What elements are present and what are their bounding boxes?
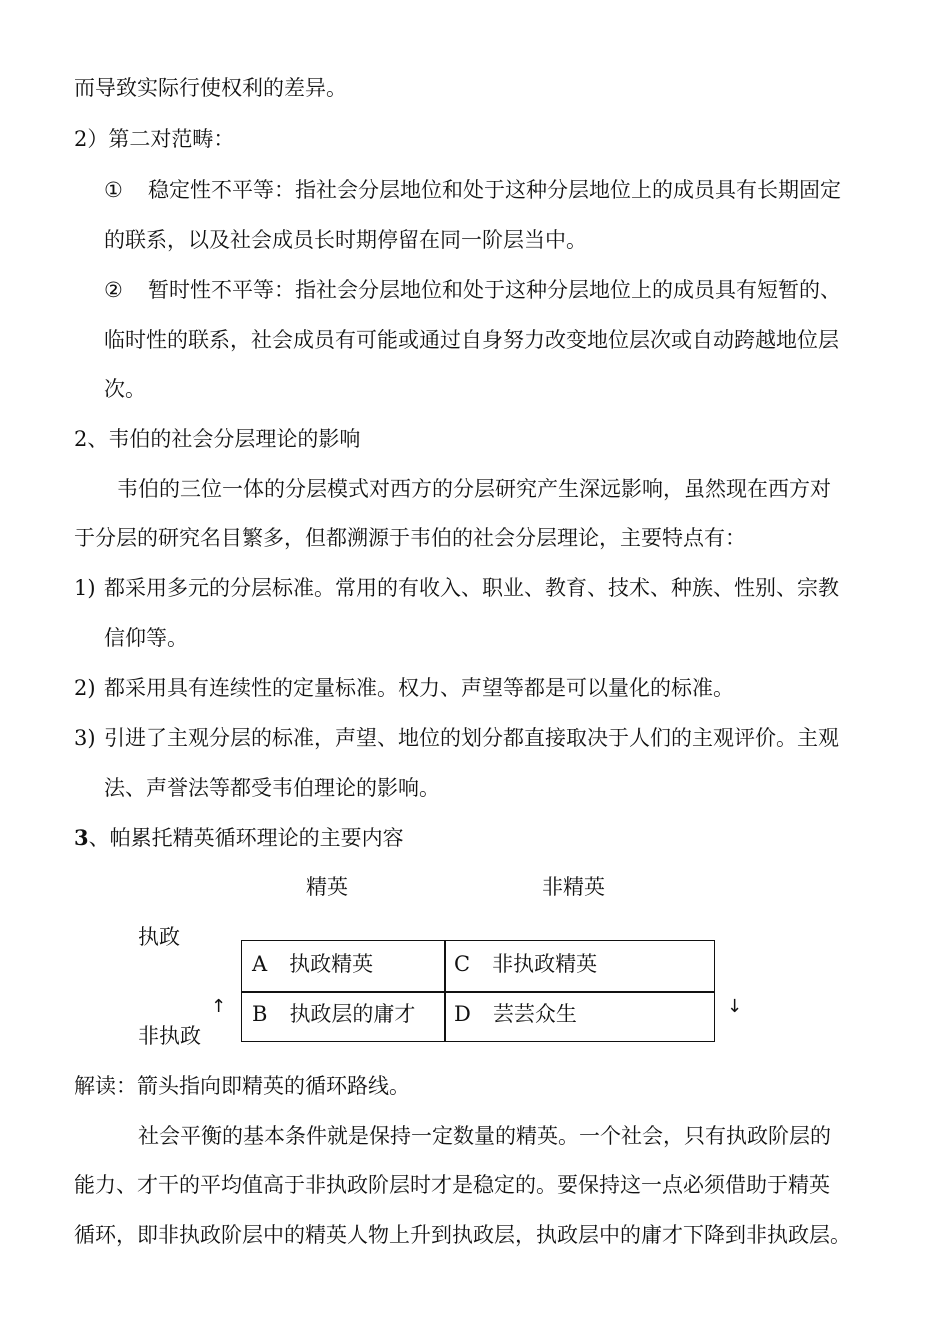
section-heading: 2、韦伯的社会分层理论的影响 — [74, 427, 361, 451]
column-label-non-elite: 非精英 — [542, 875, 605, 899]
heading-number: 3 — [74, 825, 89, 850]
cell-b — [252, 999, 415, 1029]
paragraph-line: 的联系，以及社会成员长时期停留在同一阶层当中。 — [104, 228, 587, 252]
cell-letter: D — [454, 1002, 471, 1026]
interpretation-line: 解读：箭头指向即精英的循环路线。 — [74, 1074, 410, 1098]
heading-text: 、帕累托精英循环理论的主要内容 — [88, 826, 404, 850]
cell-text: 非执政精英 — [492, 952, 598, 976]
paragraph-line: 韦伯的三位一体的分层模式对西方的分层研究产生深远影响，虽然现在西方对 — [117, 477, 831, 501]
paragraph-line: 次。 — [104, 377, 146, 401]
section-heading — [74, 823, 404, 853]
cell-c — [454, 949, 597, 979]
diagram-table — [241, 940, 715, 1042]
list-item-text: 都采用具有连续性的定量标准。权力、声望等都是可以量化的标准。 — [104, 676, 734, 700]
cell-letter: A — [252, 952, 268, 976]
table-divider-horizontal — [242, 991, 714, 993]
arrow-down-icon: ↓ — [727, 996, 743, 1017]
list-number: 3) — [74, 726, 96, 750]
circled-number-marker: ① — [104, 178, 123, 202]
list-number: 2) — [74, 676, 96, 700]
cell-a — [252, 949, 373, 979]
row-label-non-ruling: 非执政 — [138, 1024, 201, 1048]
column-label-elite: 精英 — [306, 875, 348, 899]
cell-d — [454, 999, 577, 1029]
cell-text: 芸芸众生 — [492, 1002, 577, 1026]
circled-number-marker: ② — [104, 278, 123, 302]
arrow-up-icon: ↑ — [211, 996, 227, 1017]
section-subheading: 2）第二对范畴： — [74, 127, 235, 151]
list-item-text: 法、声誉法等都受韦伯理论的影响。 — [104, 776, 440, 800]
paragraph-line: 稳定性不平等：指社会分层地位和处于这种分层地位上的成员具有长期固定 — [148, 178, 841, 202]
paragraph-line: 能力、才干的平均值高于非执政阶层时才是稳定的。要保持这一点必须借助于精英 — [74, 1173, 830, 1197]
list-number: 1) — [74, 576, 96, 600]
list-item-text: 都采用多元的分层标准。常用的有收入、职业、教育、技术、种族、性别、宗教 — [104, 576, 839, 600]
row-label-ruling: 执政 — [138, 925, 180, 949]
list-item-text: 引进了主观分层的标准，声望、地位的划分都直接取决于人们的主观评价。主观 — [104, 726, 839, 750]
paragraph-line: 临时性的联系，社会成员有可能或通过自身努力改变地位层次或自动跨越地位层 — [104, 328, 839, 352]
cell-text: 执政层的庸才 — [289, 1002, 416, 1026]
cell-letter: B — [252, 1002, 268, 1026]
paragraph-line: 暂时性不平等：指社会分层地位和处于这种分层地位上的成员具有短暂的、 — [148, 278, 841, 302]
list-item-text: 信仰等。 — [104, 626, 188, 650]
paragraph-line: 社会平衡的基本条件就是保持一定数量的精英。一个社会，只有执政阶层的 — [138, 1124, 831, 1148]
paragraph-line: 循环，即非执政阶层中的精英人物上升到执政层，执政层中的庸才下降到非执政层。 — [74, 1223, 851, 1247]
paragraph-line: 而导致实际行使权利的差异。 — [74, 76, 347, 100]
paragraph-line: 于分层的研究名目繁多，但都溯源于韦伯的社会分层理论，主要特点有： — [74, 526, 746, 550]
cell-text: 执政精英 — [289, 952, 374, 976]
cell-letter: C — [454, 952, 471, 976]
